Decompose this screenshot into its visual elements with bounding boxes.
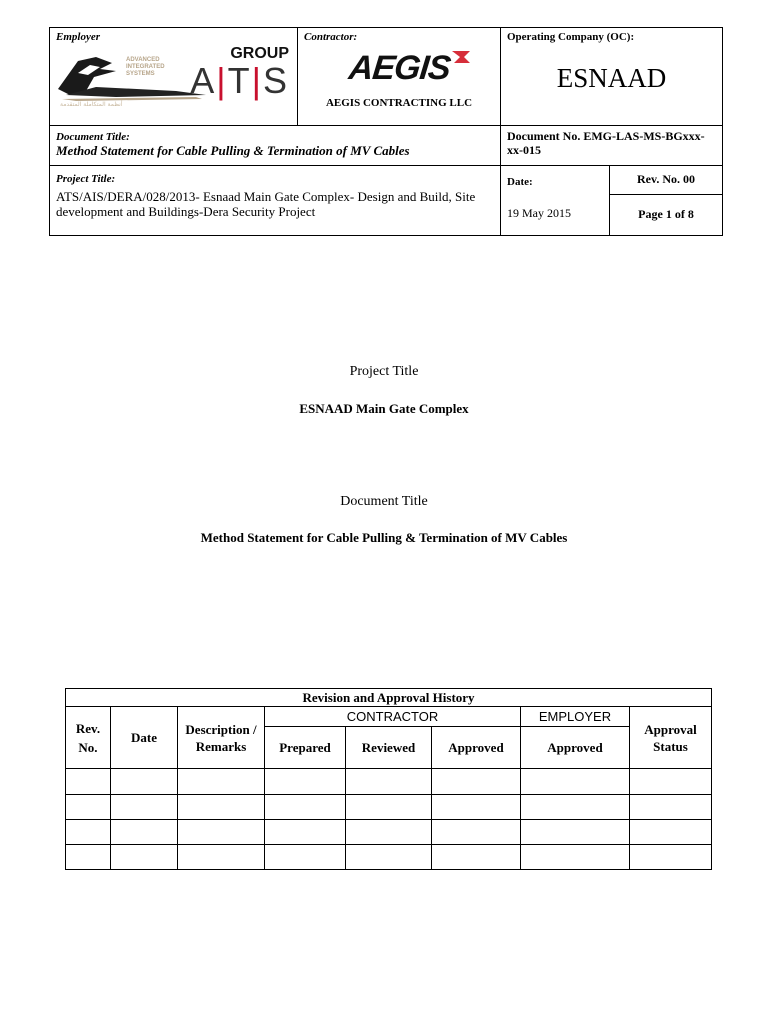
description-header: Description / Remarks [178,707,265,769]
project-title-label: Project Title: [56,173,116,185]
oc-label: Operating Company (OC): [507,31,635,43]
date-value: 19 May 2015 [507,206,571,220]
table-row [66,845,712,870]
project-title-heading: Project Title [349,364,419,379]
employer-header: EMPLOYER [521,707,630,727]
revision-approval-table [65,688,712,870]
group-wordmark: GROUP [230,45,289,62]
table-row [66,769,712,795]
contractor-cell [298,28,501,126]
doc-title: Method Statement for Cable Pulling & Termination of MV Cables [56,143,410,158]
employer-logo [56,45,291,117]
employer-approved-header: Approved [521,727,630,769]
employer-label: Employer [56,31,100,43]
doc-title-label: Document Title: [56,131,130,143]
contractor-logo [304,47,494,97]
aegis-arrow-icon [450,49,472,65]
doc-number: Document No. EMG-LAS-MS-BGxxx-xx-015 [507,129,705,157]
aegis-wordmark: AEGIS [346,49,452,87]
document-header-table [49,27,723,236]
contractor-company-name: AEGIS CONTRACTING LLC [325,97,473,109]
oc-name: ESNAAD [556,63,667,93]
table-row [66,820,712,845]
page-info: Page 1 of 8 [638,207,694,221]
reviewed-header: Reviewed [346,727,432,769]
approved-header: Approved [432,727,521,769]
rev-no-header: Rev. No. [66,707,111,769]
revision-table-title: Revision and Approval History [66,689,712,707]
doc-no-cell [501,126,723,166]
employer-cell [50,28,298,126]
aits-wordmark: A|T|S [190,60,289,101]
prepared-header: Prepared [265,727,346,769]
project-title: ATS/AIS/DERA/028/2013- Esnaad Main Gate Complex- Design and Build, Site development and Buildings-Dera Security Project [56,189,476,219]
arabic-wordmark: أنظمة المتكاملة المتقدمة [60,101,123,108]
contractor-header: CONTRACTOR [265,707,521,727]
project-title-cell [50,166,501,236]
table-row [66,795,712,820]
doc-title-cell [50,126,501,166]
oc-cell [501,28,723,126]
document-title-value: Method Statement for Cable Pulling & Termination of MV Cables [200,530,568,545]
project-title-value: ESNAAD Main Gate Complex [299,401,469,416]
date-cell [501,166,610,236]
rev-page-cell [610,166,723,236]
rev-number: Rev. No. 00 [610,166,722,195]
ais-wordmark: ADVANCED INTEGRATED SYSTEMS [126,57,165,77]
approval-status-header: Approval Status [630,707,712,769]
document-title-heading: Document Title [340,494,428,509]
contractor-label: Contractor: [304,31,358,43]
date-label: Date: [507,176,533,188]
date-header: Date [111,707,178,769]
